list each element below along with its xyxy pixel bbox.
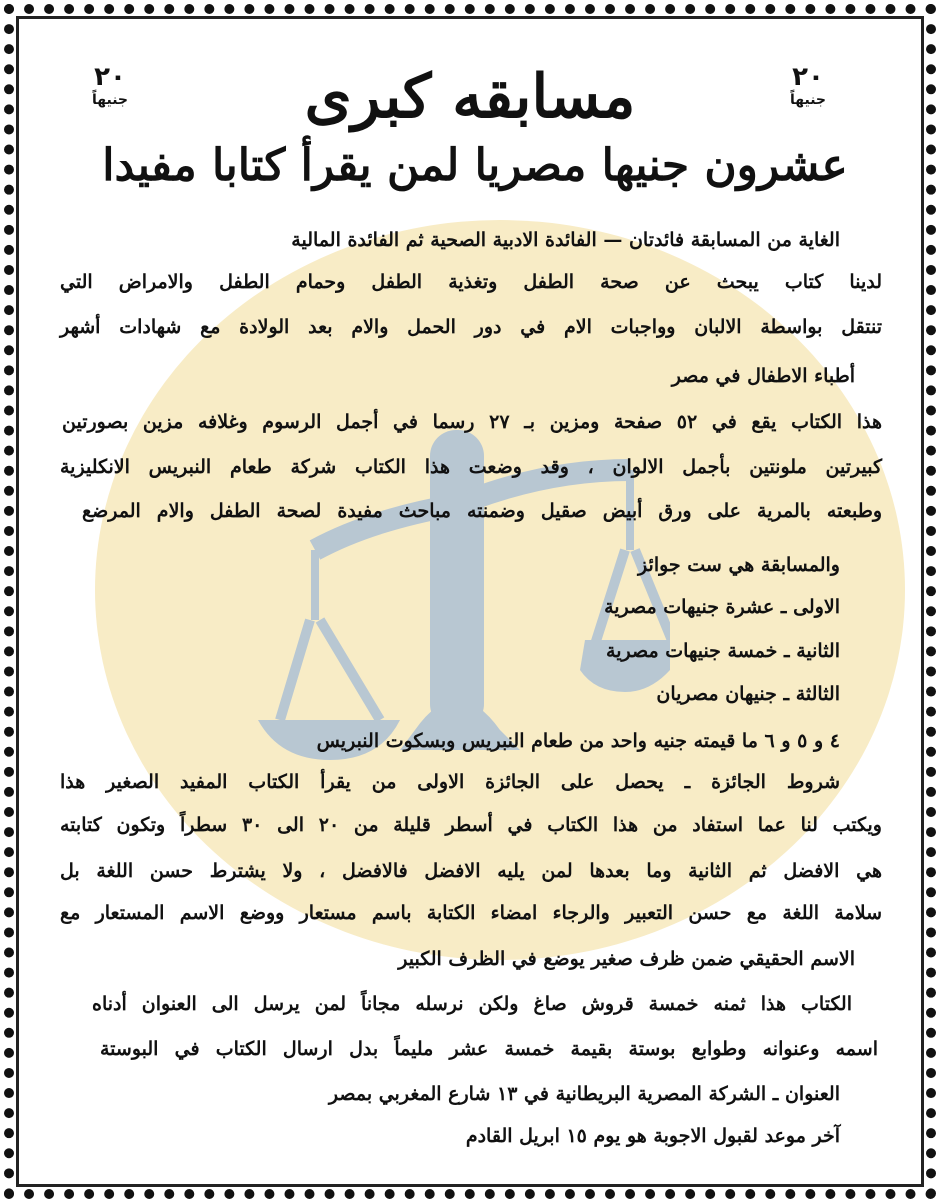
body-line: هي الافضل ثم الثانية وما بعدها لمن يليه الافضل فالافضل ، ولا يشترط حسن اللغة بل xyxy=(60,860,882,882)
body-line: الثالثة ـ جنيهان مصريان xyxy=(656,683,840,705)
prize-amount: ٢٠ xyxy=(792,62,824,92)
body-line: والمسابقة هي ست جوائز xyxy=(638,554,840,576)
body-line: ٤ و ٥ و ٦ ما قيمته جنيه واحد من طعام النبريس وبسكوت النبريس xyxy=(316,730,840,752)
body-line: العنوان ـ الشركة المصرية البريطانية في ١٣ شارع المغربي بمصر xyxy=(328,1083,840,1105)
headline-title: مسابقه كبرى xyxy=(304,62,636,132)
headline-subtitle: عشرون جنيها مصريا لمن يقرأ كتابا مفيدا xyxy=(102,140,848,191)
prize-unit: جنيهاً xyxy=(92,92,129,108)
body-line: شروط الجائزة ـ يحصل على الجائزة الاولى من يقرأ الكتاب المفيد الصغير هذا xyxy=(60,771,840,793)
body-line: الغاية من المسابقة فائدتان — الفائدة الادبية الصحية ثم الفائدة المالية xyxy=(291,229,840,251)
body-line: اسمه وعنوانه وطوابع بوستة بقيمة خمسة عشر مليماً بدل ارسال الكتاب في البوستة xyxy=(100,1038,878,1060)
body-line: لدينا كتاب يبحث عن صحة الطفل وتغذية الطفل وحمام الطفل والامراض التي xyxy=(60,271,882,293)
body-line: هذا الكتاب يقع في ٥٢ صفحة ومزين بـ ٢٧ رسما في أجمل الرسوم وغلافه مزين بصورتين xyxy=(62,411,882,433)
body-line: سلامة اللغة مع حسن التعبير والرجاء امضاء الكتابة باسم مستعار ووضع الاسم المستعار مع xyxy=(60,902,882,924)
body-line: الاولى ـ عشرة جنيهات مصرية xyxy=(604,596,840,618)
body-line: تنتقل بواسطة الالبان وواجبات الام في دور الحمل والام بعد الولادة مع شهادات أشهر xyxy=(60,316,882,338)
body-line: آخر موعد لقبول الاجوبة هو يوم ١٥ ابريل القادم xyxy=(465,1125,840,1147)
body-line: الاسم الحقيقي ضمن ظرف صغير يوضع في الظرف الكبير xyxy=(398,948,855,970)
body-line: ويكتب لنا عما استفاد من هذا الكتاب في أسطر قليلة من ٢٠ الى ٣٠ سطراً وتكون كتابته xyxy=(60,814,882,836)
prize-amount: ٢٠ xyxy=(94,62,126,92)
prize-unit: جنيهاً xyxy=(790,92,827,108)
body-line: الكتاب هذا ثمنه خمسة قروش صاغ ولكن نرسله مجاناً لمن يرسل الى العنوان أدناه xyxy=(92,993,852,1015)
body-line: الثانية ـ خمسة جنيهات مصرية xyxy=(606,640,840,662)
body-line: أطباء الاطفال في مصر xyxy=(671,365,855,387)
body-line: وطبعته بالمرية على ورق أبيض صقيل وضمنته مباحث مفيدة لصحة الطفل والام المرضع xyxy=(82,500,882,522)
body-line: كبيرتين ملونتين بأجمل الالوان ، وقد وضعت هذا الكتاب شركة طعام النبريس الانكليزية xyxy=(60,456,882,478)
